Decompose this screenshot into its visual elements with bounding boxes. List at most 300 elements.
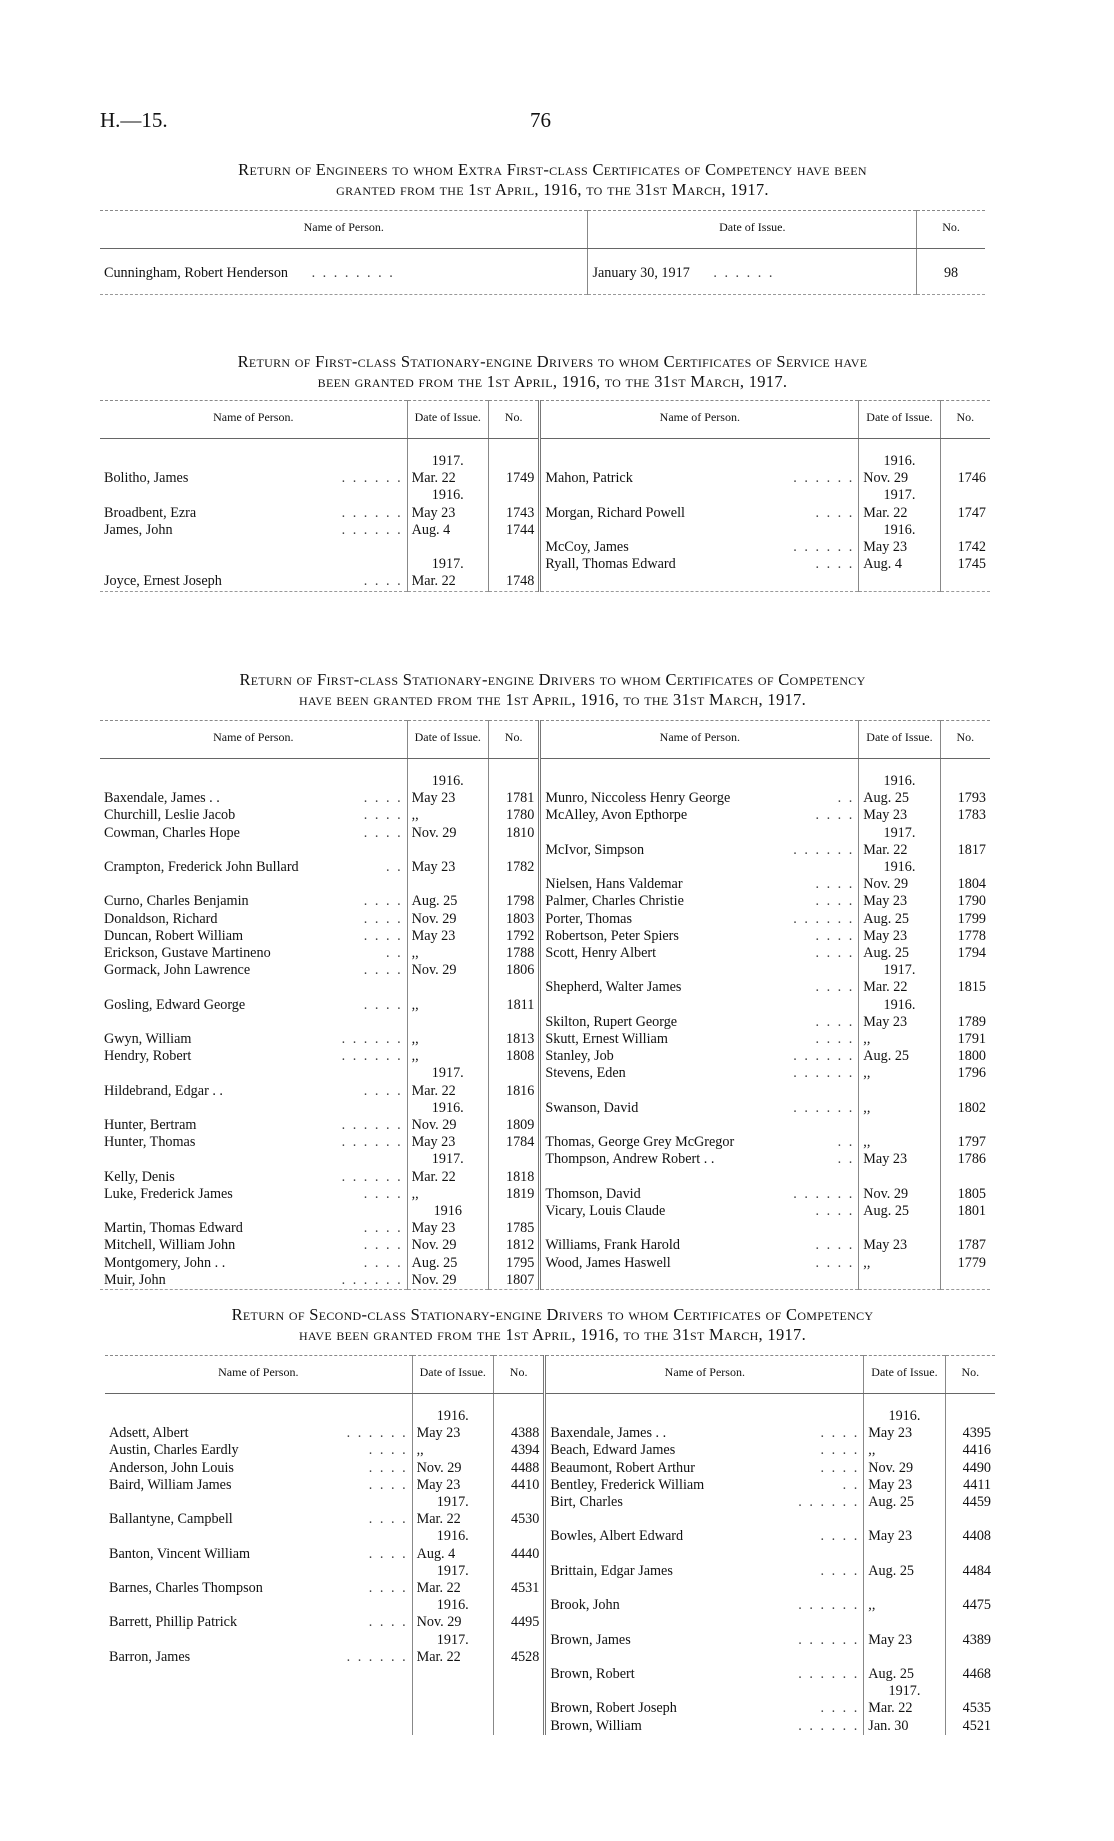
person-name: Cunningham, Robert Henderson [104,265,289,281]
issue-year: 1917. [431,1151,464,1168]
leader-dots: . . . . [815,1237,855,1254]
issue-date: ,, [411,1031,419,1048]
leader-dots: . . . . [815,1203,855,1220]
issue-year: 1916. [436,1408,469,1424]
row-spacer [945,962,986,979]
leader-dots: . . . . [820,1562,860,1579]
issue-year: 1916. [431,773,464,789]
row-spacer [498,1563,539,1580]
leader-dots: . . . . [368,1459,408,1476]
issue-date: Aug. 4 [416,1545,456,1562]
issue-year: 1917. [883,824,916,841]
issue-date: May 23 [411,790,456,807]
certificate-number: 4495 [510,1614,540,1631]
column-header-no: No. [940,401,990,439]
issue-date: Nov. 29 [411,910,457,927]
table-row [105,1477,995,1494]
person-name: Thomas, George Grey McGregor [545,1134,735,1151]
leader-dots: . . . . . . [346,1648,408,1665]
person-name: Barnes, Charles Thompson [109,1580,263,1597]
table-row [105,1394,995,1443]
table-row [100,928,990,945]
issue-date: May 23 [411,859,456,876]
issue-date: May 23 [411,927,456,944]
column-header-no: No. [488,721,539,759]
leader-dots: . . . . [815,556,855,573]
row-spacer [493,1065,534,1082]
column-header-name: Name of Person. [105,1356,412,1394]
certificate-number: 1818 [505,1168,535,1185]
issue-year: 1917. [883,962,916,979]
leader-dots: . . . . . . [793,910,855,927]
issue-date: Nov. 29 [863,1185,909,1202]
person-name: Baxendale, James . . [550,1425,667,1442]
person-name: Morgan, Richard Powell [545,504,685,521]
person-name: Brittain, Edgar James [550,1562,673,1579]
issue-date: Mar. 22 [411,1168,456,1185]
row-spacer [104,1100,403,1117]
leader-dots: . . . . [368,1442,408,1459]
column-header-date: Date of Issue. [859,721,940,759]
person-name: Stanley, Job [545,1048,614,1065]
person-name: Bowles, Albert Edward [550,1528,684,1545]
issue-date: Nov. 29 [411,824,457,841]
issue-date: ,, [411,996,419,1013]
issue-year: 1917. [888,1683,921,1700]
column-header-date: Date of Issue. [407,721,488,759]
leader-dots: . . [837,1134,855,1151]
certificate-number: 4528 [510,1648,540,1665]
issue-year: 1916. [883,521,916,538]
row-spacer [493,453,534,470]
leader-dots: . . . . . . [798,1717,860,1734]
row-spacer [945,487,986,504]
person-name: Ryall, Thomas Edward [545,556,676,573]
certificate-number: 1790 [957,893,986,910]
issue-date: May 23 [411,1134,456,1151]
person-name: Birt, Charles [550,1494,623,1511]
table-row [100,825,990,859]
person-name: Thompson, Andrew Robert . . [545,1151,715,1168]
issue-date: May 23 [863,927,908,944]
issue-date: Nov. 29 [411,1237,457,1254]
person-name: Stevens, Eden [545,1065,626,1082]
issue-date: Mar. 22 [863,841,908,858]
issue-date: ,, [863,1254,871,1271]
certificate-number: 4408 [962,1528,991,1545]
certificate-number: 1791 [957,1031,986,1048]
row-spacer [109,1632,408,1649]
section-title-first-class-competency: Return of First-class Stationary-engine Drivers to whom Certificates of Competency have been granted from the 1st April, 1916, to the 31st March, 1917. [239,670,866,709]
person-name: Brown, Robert [550,1666,635,1683]
certificate-number: 1784 [505,1134,535,1151]
row-spacer [545,825,854,842]
leader-dots: . . . . [815,1013,855,1030]
issue-date: Nov. 29 [411,1271,457,1288]
row-spacer [109,1597,408,1614]
table-row [100,487,990,521]
person-name: Gormack, John Lawrence [104,962,251,979]
issue-date: Mar. 22 [411,1082,456,1099]
leader-dots: . . . . . . [793,470,855,487]
person-name: Barrett, Phillip Patrick [109,1614,238,1631]
issue-year: 1917. [431,556,464,573]
person-name: Mahon, Patrick [545,470,633,487]
certificate-number: 1816 [505,1082,535,1099]
issue-year: 1916. [883,859,916,876]
certificate-number: 1810 [505,824,535,841]
leader-dots: . . . . [363,573,403,590]
person-name: Robertson, Peter Spiers [545,927,679,944]
certificate-number: 4440 [510,1545,540,1562]
certificate-number: 4468 [962,1666,991,1683]
table-second-class-competency [105,1355,995,1735]
row-spacer [493,487,534,504]
person-name: Williams, Frank Harold [545,1237,680,1254]
table-row [100,911,990,928]
table-row [100,1186,990,1203]
table-row [105,1632,995,1666]
person-name: Crampton, Frederick John Bullard [104,859,299,876]
certificate-number: 1794 [957,945,986,962]
row-spacer [109,1494,408,1511]
table-first-class-competency [100,720,990,1294]
table-row [100,249,985,295]
column-header-no: No. [493,1356,544,1394]
row-spacer [945,773,986,790]
certificate-number: 1813 [505,1031,535,1048]
person-name: Banton, Vincent William [109,1545,251,1562]
table-row [100,1255,990,1272]
certificate-number: 4459 [962,1494,991,1511]
table-first-class-service [100,400,990,596]
table-row [105,1597,995,1631]
table-row [105,1563,995,1597]
column-header-name: Name of Person. [100,401,407,439]
issue-date: Nov. 29 [868,1459,914,1476]
row-spacer [498,1597,539,1614]
issue-date: May 23 [868,1631,913,1648]
table-row [100,962,990,996]
leader-dots: . . . . [820,1700,860,1717]
row-spacer [104,487,403,504]
leader-dots: . . . . [815,807,855,824]
row-spacer [545,962,854,979]
table-row [100,1031,990,1048]
certificate-number: 4389 [962,1631,991,1648]
leader-dots: . . . . [363,790,403,807]
issue-year: 1916. [431,487,464,504]
row-spacer [493,1151,534,1168]
row-spacer [545,773,854,790]
column-header-name: Name of Person. [540,401,859,439]
certificate-number: 1786 [957,1151,986,1168]
issue-date: May 23 [863,1237,908,1254]
person-name: Porter, Thomas [545,910,632,927]
certificate-number: 4488 [510,1459,540,1476]
certificate-number: 1819 [505,1185,535,1202]
issue-date: ,, [863,1134,871,1151]
issue-date: Mar. 22 [416,1648,461,1665]
leader-dots: . . . . . . [341,521,403,538]
issue-date: Aug. 25 [863,790,910,807]
leader-dots: . . . . [820,1528,860,1545]
person-name: Donaldson, Richard [104,910,218,927]
issue-date: Mar. 22 [868,1700,913,1717]
row-spacer [945,522,986,539]
issue-date: May 23 [411,504,456,521]
row-spacer [945,825,986,842]
certificate-number: 1745 [957,556,986,573]
person-name: Anderson, John Louis [109,1459,234,1476]
row-spacer [493,1203,534,1220]
table-row [105,1494,995,1528]
person-name: Hunter, Thomas [104,1134,196,1151]
leader-dots: . . . . [368,1476,408,1493]
row-spacer [545,997,854,1014]
row-spacer [493,556,534,573]
row-spacer [545,859,854,876]
person-name: Brook, John [550,1597,620,1614]
leader-dots: . . . . [363,996,403,1013]
leader-dots: . . . . [368,1614,408,1631]
certificate-number: 1789 [957,1013,986,1030]
row-spacer [550,1683,859,1700]
table-row [105,1460,995,1477]
issue-date: Aug. 25 [863,1203,910,1220]
person-name: Kelly, Denis [104,1168,175,1185]
leader-dots: . . . . [368,1545,408,1562]
table-row [105,1528,995,1562]
table-row [100,807,990,824]
leader-dots: . . . . [363,1082,403,1099]
column-header-no: No. [945,1356,995,1394]
certificate-number: 1778 [957,927,986,944]
issue-date: May 23 [411,1220,456,1237]
issue-date: May 23 [863,1013,908,1030]
person-name: Erickson, Gustave Martineno [104,945,271,962]
leader-dots: . . . . [815,1031,855,1048]
issue-year: 1916. [436,1597,469,1614]
leader-dots: . . [837,790,855,807]
row-spacer [945,997,986,1014]
leader-dots: . . . . . . [793,841,855,858]
issue-date: May 23 [416,1476,461,1493]
issue-date: Nov. 29 [411,962,457,979]
certificate-number: 4530 [510,1511,540,1528]
leader-dots: . . . . . . [798,1631,860,1648]
issue-date: Aug. 25 [868,1666,915,1683]
row-spacer [945,453,986,470]
issue-date: Nov. 29 [416,1614,462,1631]
table-row [100,1151,990,1185]
issue-year: 1916. [888,1408,921,1424]
issue-date: Aug. 25 [863,910,910,927]
issue-year: 1917. [431,1065,464,1082]
person-name: Skilton, Rupert George [545,1013,678,1030]
person-name: Muir, John [104,1271,166,1288]
person-name: Montgomery, John . . [104,1254,226,1271]
table-row [100,1237,990,1254]
certificate-number: 1803 [505,910,535,927]
certificate-number: 4535 [962,1700,991,1717]
row-spacer [104,453,403,470]
leader-dots: . . . . . . [713,265,775,281]
column-header-date: Date of Issue. [588,211,917,249]
leader-dots: . . [385,859,403,876]
leader-dots: . . . . [363,1220,403,1237]
certificate-number: 1788 [505,945,535,962]
issue-date: ,, [863,1065,871,1082]
certificate-number: 1815 [957,979,986,996]
certificate-number: 1744 [505,521,535,538]
row-spacer [498,1494,539,1511]
certificate-number: 1742 [957,539,986,555]
section-title-first-class-service: Return of First-class Stationary-engine Drivers to whom Certificates of Service have been granted from the 1st April, 1916, to the 31st March, 1917. [237,352,868,391]
leader-dots: . . . . . . [341,504,403,521]
certificate-number: 1785 [505,1220,535,1237]
person-name: Munro, Niccoless Henry George [545,790,731,807]
person-name: Shepherd, Walter James [545,979,682,996]
leader-dots: . . . . [815,504,855,521]
row-spacer [950,1683,991,1700]
issue-year: 1917. [883,487,916,504]
issue-date: ,, [863,1099,871,1116]
certificate-number: 1779 [957,1254,986,1271]
issue-date: Mar. 22 [411,470,456,487]
person-name: Wood, James Haswell [545,1254,671,1271]
leader-dots: . . . . . . [798,1666,860,1683]
issue-date: Nov. 29 [416,1459,462,1476]
certificate-number: 4521 [962,1717,991,1734]
leader-dots: . . . . . . [798,1597,860,1614]
certificate-number: 1796 [957,1065,986,1082]
person-name: McCoy, James [545,539,629,555]
person-name: Adsett, Albert [109,1425,189,1442]
person-name: Brown, Robert Joseph [550,1700,677,1717]
issue-date: Aug. 4 [863,556,902,573]
row-spacer [498,1632,539,1649]
leader-dots: . . . . . . [341,1031,403,1048]
leader-dots: . . [842,1476,860,1493]
issue-year: 1916. [883,996,916,1013]
person-name: Scott, Henry Albert [545,945,657,962]
leader-dots: . . . . . . [341,1117,403,1134]
section-title-extra-first-class-engineers: Return of Engineers to whom Extra First-class Certificates of Competency have been granted from the 1st April, 1916, to the 31st March, 1917. [238,160,867,199]
person-name: Mitchell, William John [104,1237,236,1254]
certificate-number: 4475 [962,1597,991,1614]
person-name: Martin, Thomas Edward [104,1220,243,1237]
certificate-number: 4388 [510,1425,540,1442]
issue-date: ,, [411,1185,419,1202]
row-spacer [550,1408,859,1425]
leader-dots: . . . . [815,876,855,893]
column-header-name: Name of Person. [100,211,588,249]
certificate-number: 1795 [505,1254,535,1271]
column-header-name: Name of Person. [100,721,407,759]
issue-year: 1917. [436,1631,469,1648]
issue-year: 1916. [436,1528,469,1545]
column-header-name: Name of Person. [545,1356,864,1394]
leader-dots: . . . . . . [793,1185,855,1202]
person-name: McIvor, Simpson [545,841,645,858]
issue-date: ,, [868,1442,876,1459]
table-row [100,1065,990,1099]
certificate-number: 1747 [957,504,986,521]
table-row [100,893,990,910]
row-spacer [545,453,854,470]
person-name: Curno, Charles Benjamin [104,893,249,910]
table-row [105,1666,995,1683]
certificate-number: 4394 [510,1442,540,1459]
document-code: H.—15. [100,108,168,132]
person-name: Bentley, Frederick William [550,1476,705,1493]
person-name: McAlley, Avon Epthorpe [545,807,688,824]
issue-date: Aug. 25 [411,893,458,910]
person-name: Beach, Edward James [550,1442,676,1459]
certificate-number: 98 [917,249,985,295]
table-row [100,997,990,1031]
issue-year: 1916. [883,773,916,789]
certificate-number: 4395 [962,1425,991,1442]
person-name: Cowman, Charles Hope [104,824,240,841]
column-header-no: No. [940,721,990,759]
leader-dots: . . . . [363,1254,403,1271]
person-name: Bolitho, James [104,470,189,487]
leader-dots: . . . . [815,927,855,944]
certificate-number: 4411 [963,1476,991,1493]
issue-year: 1917. [436,1494,469,1511]
table-row [105,1442,995,1459]
issue-date: ,, [411,945,419,962]
certificate-number: 1800 [957,1048,986,1065]
person-name: Duncan, Robert William [104,927,244,944]
issue-year: 1917. [431,453,464,469]
issue-date: Aug. 4 [411,521,451,538]
page-number: 76 [530,108,551,132]
person-name: Skutt, Ernest William [545,1031,668,1048]
certificate-number: 1799 [957,910,986,927]
leader-dots: . . . . [363,910,403,927]
issue-year: 1916 [433,1203,462,1220]
person-name: Nielsen, Hans Valdemar [545,876,683,893]
column-header-date: Date of Issue. [412,1356,493,1394]
leader-dots: . . [837,1151,855,1168]
row-spacer [950,1408,991,1425]
person-name: Baxendale, James . . [104,790,220,807]
certificate-number: 1807 [505,1271,535,1288]
certificate-number: 4531 [510,1580,540,1597]
leader-dots: . . . . [363,824,403,841]
column-header-name: Name of Person. [540,721,859,759]
row-spacer [498,1528,539,1545]
issue-year: 1917. [436,1562,469,1579]
row-spacer [498,1408,539,1425]
leader-dots: . . . . [363,962,403,979]
person-name: Beaumont, Robert Arthur [550,1459,695,1476]
column-header-no: No. [917,211,985,249]
person-name: Joyce, Ernest Joseph [104,573,222,590]
issue-date: ,, [416,1442,424,1459]
leader-dots: . . . . . . . . [311,265,395,281]
table-row [105,1718,995,1735]
column-header-date: Date of Issue. [407,401,488,439]
person-name: Palmer, Charles Christie [545,893,684,910]
row-spacer [493,773,534,790]
issue-date: ,, [411,1048,419,1065]
leader-dots: . . . . . . [793,1099,855,1116]
issue-date: Nov. 29 [863,470,909,487]
